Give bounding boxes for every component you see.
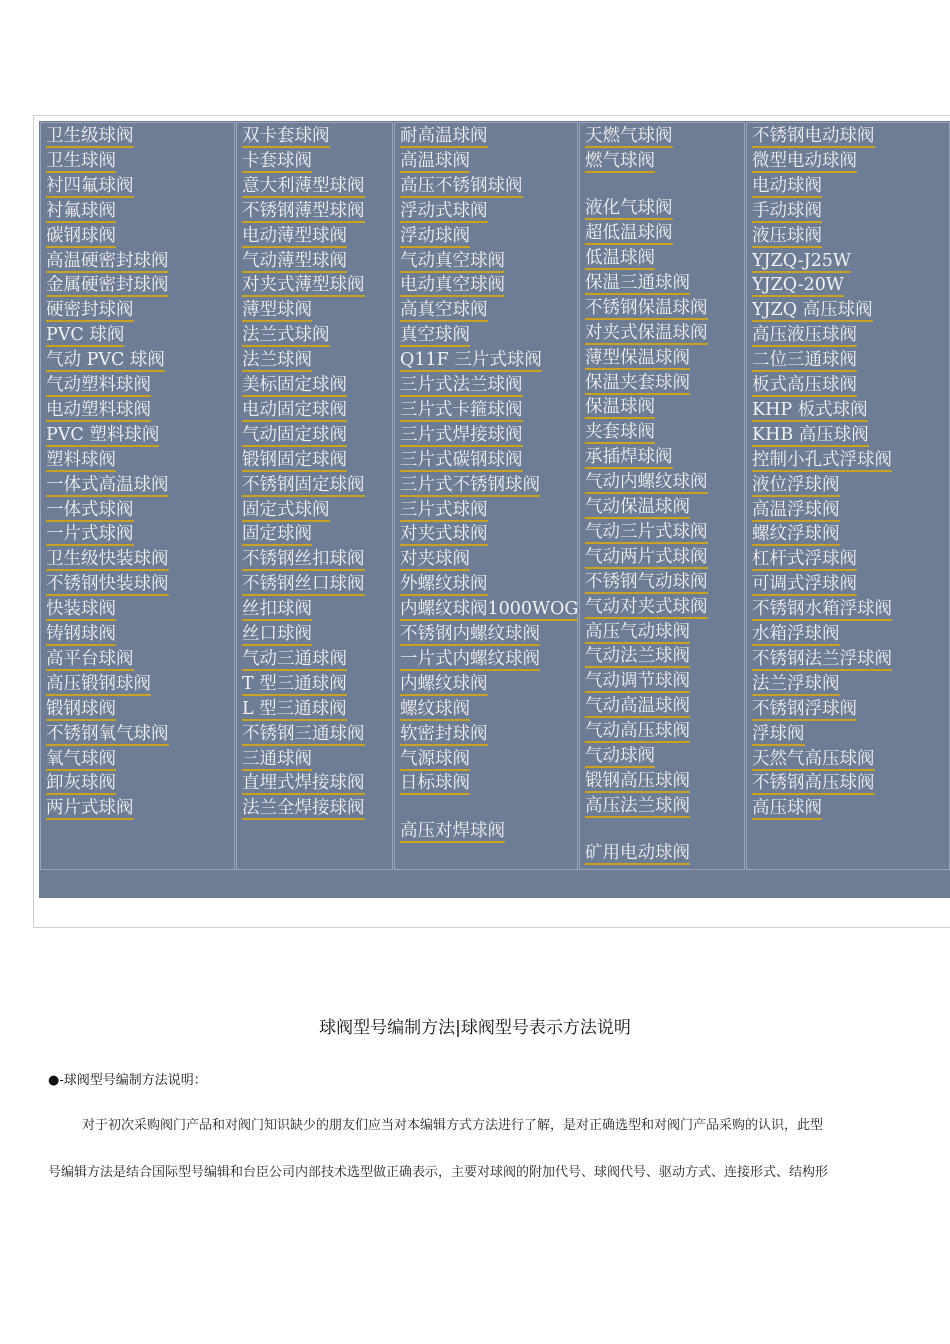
- valve-link[interactable]: 氧气球阀: [46, 748, 116, 769]
- valve-link[interactable]: 气动两片式球阀: [585, 546, 708, 567]
- link-column-3: [394, 122, 578, 870]
- valve-link[interactable]: 可调式浮球阀: [752, 574, 857, 595]
- valve-link[interactable]: 卸灰球阀: [46, 773, 116, 794]
- valve-link[interactable]: 气动高温球阀: [585, 696, 690, 717]
- valve-link[interactable]: 承插焊球阀: [585, 447, 673, 468]
- valve-link[interactable]: 双卡套球阀: [242, 126, 330, 146]
- valve-link[interactable]: 不锈钢内螺纹球阀: [400, 624, 540, 644]
- valve-link[interactable]: PVC 球阀: [46, 325, 125, 346]
- valve-link[interactable]: 矿用电动球阀: [585, 843, 690, 864]
- valve-link[interactable]: 日标球阀: [400, 773, 470, 794]
- valve-link[interactable]: 卫生级快装球阀: [46, 549, 169, 570]
- valve-link[interactable]: 浮球阀: [752, 723, 805, 744]
- valve-link[interactable]: 液压球阀: [752, 225, 822, 246]
- valve-link[interactable]: 手动球阀: [752, 200, 822, 221]
- valve-link[interactable]: 气动调节球阀: [585, 671, 690, 692]
- link-column-5: [746, 122, 950, 870]
- valve-link[interactable]: 二位三通球阀: [752, 350, 857, 371]
- valve-link[interactable]: 外螺纹球阀: [400, 574, 488, 595]
- valve-link[interactable]: 气动球阀: [585, 746, 655, 766]
- valve-link[interactable]: 薄型球阀: [242, 300, 312, 321]
- valve-link[interactable]: 三片式焊接球阀: [400, 424, 523, 445]
- valve-link[interactable]: 螺纹球阀: [400, 698, 470, 719]
- valve-link[interactable]: 电动塑料球阀: [46, 399, 151, 420]
- valve-link[interactable]: 气动固定球阀: [242, 424, 347, 445]
- valve-link[interactable]: 一体式球阀: [46, 499, 134, 520]
- valve-link[interactable]: 固定式球阀: [242, 499, 330, 520]
- valve-link[interactable]: 高压气动球阀: [585, 621, 690, 642]
- valve-link[interactable]: 三片式法兰球阀: [400, 375, 523, 395]
- valve-link[interactable]: 杠杆式浮球阀: [752, 549, 857, 570]
- link-column-2: [236, 122, 393, 870]
- valve-link[interactable]: 不锈钢高压球阀: [752, 773, 875, 794]
- valve-link[interactable]: KHB 高压球阀: [752, 424, 869, 445]
- valve-link[interactable]: 保温夹套球阀: [585, 372, 690, 393]
- valve-link[interactable]: 不锈钢水箱浮球阀: [752, 599, 892, 620]
- valve-link[interactable]: 内螺纹球阀1000WOG: [400, 599, 579, 620]
- valve-link[interactable]: 电动真空球阀: [400, 275, 505, 296]
- valve-link[interactable]: 气动内螺纹球阀: [585, 472, 708, 493]
- valve-link[interactable]: 锻钢高压球阀: [585, 770, 690, 791]
- valve-link[interactable]: 卫生球阀: [46, 150, 116, 171]
- valve-link[interactable]: 铸钢球阀: [46, 624, 116, 644]
- valve-link[interactable]: 高压对焊球阀: [400, 820, 505, 841]
- valve-link[interactable]: 塑料球阀: [46, 449, 116, 470]
- valve-link[interactable]: T 型三通球阀: [242, 673, 347, 694]
- valve-link[interactable]: 电动固定球阀: [242, 399, 347, 420]
- valve-link[interactable]: 软密封球阀: [400, 723, 488, 744]
- valve-link[interactable]: 气动法兰球阀: [585, 646, 690, 667]
- valve-link[interactable]: 法兰全焊接球阀: [242, 798, 365, 819]
- valve-link[interactable]: 不锈钢法兰浮球阀: [752, 648, 892, 669]
- valve-link[interactable]: 法兰浮球阀: [752, 673, 840, 694]
- valve-link[interactable]: 直埋式焊接球阀: [242, 773, 365, 794]
- valve-link[interactable]: 不锈钢气动球阀: [585, 571, 708, 592]
- valve-link[interactable]: L 型三通球阀: [242, 698, 347, 719]
- valve-link[interactable]: 不锈钢氧气球阀: [46, 723, 169, 744]
- valve-link[interactable]: 锻钢球阀: [46, 698, 116, 719]
- valve-link[interactable]: 不锈钢薄型球阀: [242, 200, 365, 221]
- valve-link[interactable]: 高温球阀: [400, 150, 470, 171]
- valve-link[interactable]: 三片式卡箍球阀: [400, 399, 523, 420]
- valve-link[interactable]: 液化气球阀: [585, 198, 673, 219]
- valve-link[interactable]: 气动 PVC 球阀: [46, 350, 165, 371]
- valve-link-directory: [39, 121, 950, 898]
- valve-link[interactable]: 卫生级球阀: [46, 126, 134, 146]
- valve-link[interactable]: 不锈钢保温球阀: [585, 297, 708, 318]
- valve-link[interactable]: 薄型保温球阀: [585, 347, 690, 368]
- intro-paragraph-line-2: 号编辑方法是结合国际型号编辑和台臣公司内部技术选型做正确表示，主要对球阀的附加代号、球阀代号、驱动方式、连接形式、结构形: [48, 1165, 829, 1180]
- valve-link[interactable]: 丝扣球阀: [242, 599, 312, 620]
- valve-link[interactable]: 螺纹浮球阀: [752, 524, 840, 545]
- valve-link[interactable]: 对夹式薄型球阀: [242, 275, 365, 296]
- valve-link[interactable]: 对夹式球阀: [400, 524, 488, 545]
- valve-link[interactable]: 不锈钢三通球阀: [242, 723, 365, 744]
- valve-link[interactable]: 气动塑料球阀: [46, 375, 151, 395]
- valve-link[interactable]: 三片式球阀: [400, 499, 488, 520]
- valve-link[interactable]: 一片式球阀: [46, 524, 134, 545]
- valve-link[interactable]: 保温三通球阀: [585, 272, 690, 293]
- valve-link[interactable]: YJZQ 高压球阀: [752, 300, 873, 321]
- valve-link[interactable]: 三片式碳钢球阀: [400, 449, 523, 470]
- valve-link[interactable]: YJZQ-20W: [752, 275, 844, 296]
- valve-link[interactable]: 法兰球阀: [242, 350, 312, 371]
- valve-link[interactable]: 电动薄型球阀: [242, 225, 347, 246]
- valve-link[interactable]: 高压液压球阀: [752, 325, 857, 346]
- valve-link[interactable]: PVC 塑料球阀: [46, 424, 160, 445]
- valve-link[interactable]: 不锈钢浮球阀: [752, 698, 857, 719]
- valve-link[interactable]: YJZQ-J25W: [752, 250, 851, 271]
- valve-link[interactable]: 不锈钢丝口球阀: [242, 574, 365, 595]
- valve-link[interactable]: 衬四氟球阀: [46, 175, 134, 196]
- valve-link[interactable]: 夹套球阀: [585, 422, 655, 443]
- valve-link[interactable]: 锻钢固定球阀: [242, 449, 347, 470]
- valve-link[interactable]: 高压球阀: [752, 798, 822, 819]
- valve-link[interactable]: 高压法兰球阀: [585, 795, 690, 816]
- valve-link[interactable]: 不锈钢固定球阀: [242, 474, 365, 495]
- section-heading: 球阀型号编制方法|球阀型号表示方法说明: [319, 1018, 631, 1038]
- valve-link[interactable]: 气动高压球阀: [585, 721, 690, 742]
- valve-link[interactable]: 固定球阀: [242, 524, 312, 545]
- valve-link[interactable]: 三片式不锈钢球阀: [400, 474, 540, 495]
- valve-link[interactable]: 对夹式保温球阀: [585, 322, 708, 343]
- valve-link[interactable]: 三通球阀: [242, 748, 312, 769]
- valve-link[interactable]: 不锈钢丝扣球阀: [242, 549, 365, 570]
- valve-link[interactable]: 美标固定球阀: [242, 375, 347, 395]
- valve-link[interactable]: 耐高温球阀: [400, 126, 488, 146]
- valve-link[interactable]: 气动薄型球阀: [242, 250, 347, 271]
- valve-link[interactable]: 对夹球阀: [400, 549, 470, 570]
- valve-link[interactable]: 天然气高压球阀: [752, 748, 875, 769]
- valve-link[interactable]: 真空球阀: [400, 325, 470, 346]
- valve-link[interactable]: 液位浮球阀: [752, 474, 840, 495]
- valve-link[interactable]: 气动真空球阀: [400, 250, 505, 271]
- valve-link[interactable]: 碳钢球阀: [46, 225, 116, 246]
- valve-link[interactable]: 高压不锈钢球阀: [400, 175, 523, 196]
- valve-link[interactable]: 高真空球阀: [400, 300, 488, 321]
- valve-link[interactable]: 控制小孔式浮球阀: [752, 449, 892, 470]
- valve-link[interactable]: 一片式内螺纹球阀: [400, 648, 540, 669]
- valve-link[interactable]: 电动球阀: [752, 175, 822, 196]
- valve-link[interactable]: 意大利薄型球阀: [242, 175, 365, 196]
- valve-link[interactable]: 丝口球阀: [242, 624, 312, 644]
- valve-link[interactable]: Q11F 三片式球阀: [400, 350, 542, 371]
- valve-link[interactable]: 气源球阀: [400, 748, 470, 769]
- valve-link[interactable]: 微型电动球阀: [752, 150, 857, 171]
- valve-link[interactable]: 气动对夹式球阀: [585, 596, 708, 617]
- valve-link[interactable]: 快装球阀: [46, 599, 116, 620]
- valve-link[interactable]: 水箱浮球阀: [752, 624, 840, 644]
- valve-link[interactable]: KHP 板式球阀: [752, 399, 868, 420]
- valve-link[interactable]: 内螺纹球阀: [400, 673, 488, 694]
- valve-link[interactable]: 浮动球阀: [400, 225, 470, 246]
- valve-link[interactable]: 高平台球阀: [46, 648, 134, 669]
- valve-link[interactable]: 高温浮球阀: [752, 499, 840, 520]
- valve-link[interactable]: 气动保温球阀: [585, 497, 690, 517]
- valve-link[interactable]: 高压锻钢球阀: [46, 673, 151, 694]
- valve-link[interactable]: 气动三通球阀: [242, 648, 347, 669]
- valve-link[interactable]: 燃气球阀: [585, 150, 655, 171]
- valve-link[interactable]: 低温球阀: [585, 248, 655, 268]
- intro-paragraph-line-1: 对于初次采购阀门产品和对阀门知识缺少的朋友们应当对本编辑方式方法进行了解，是对正确选型和对阀门产品采购的认识，此型: [82, 1118, 824, 1133]
- valve-link[interactable]: 硬密封球阀: [46, 300, 134, 321]
- valve-link[interactable]: 超低温球阀: [585, 223, 673, 244]
- link-column-1: [40, 122, 235, 870]
- link-column-4: [579, 122, 745, 870]
- valve-link[interactable]: 气动三片式球阀: [585, 521, 708, 542]
- valve-link[interactable]: 衬氟球阀: [46, 200, 116, 221]
- valve-link[interactable]: 卡套球阀: [242, 150, 312, 171]
- valve-link[interactable]: 不锈钢快装球阀: [46, 574, 169, 595]
- valve-link[interactable]: 两片式球阀: [46, 798, 134, 819]
- method-bullet: ●-球阀型号编制方法说明：: [48, 1073, 207, 1088]
- valve-link[interactable]: 金属硬密封球阀: [46, 275, 169, 296]
- valve-link[interactable]: 浮动式球阀: [400, 200, 488, 221]
- valve-link[interactable]: 高温硬密封球阀: [46, 250, 169, 271]
- valve-link[interactable]: 一体式高温球阀: [46, 474, 169, 495]
- valve-link[interactable]: 板式高压球阀: [752, 375, 857, 395]
- valve-link[interactable]: 法兰式球阀: [242, 325, 330, 346]
- valve-link[interactable]: 天燃气球阀: [585, 126, 673, 146]
- valve-link[interactable]: 不锈钢电动球阀: [752, 126, 875, 146]
- valve-link[interactable]: 保温球阀: [585, 397, 655, 418]
